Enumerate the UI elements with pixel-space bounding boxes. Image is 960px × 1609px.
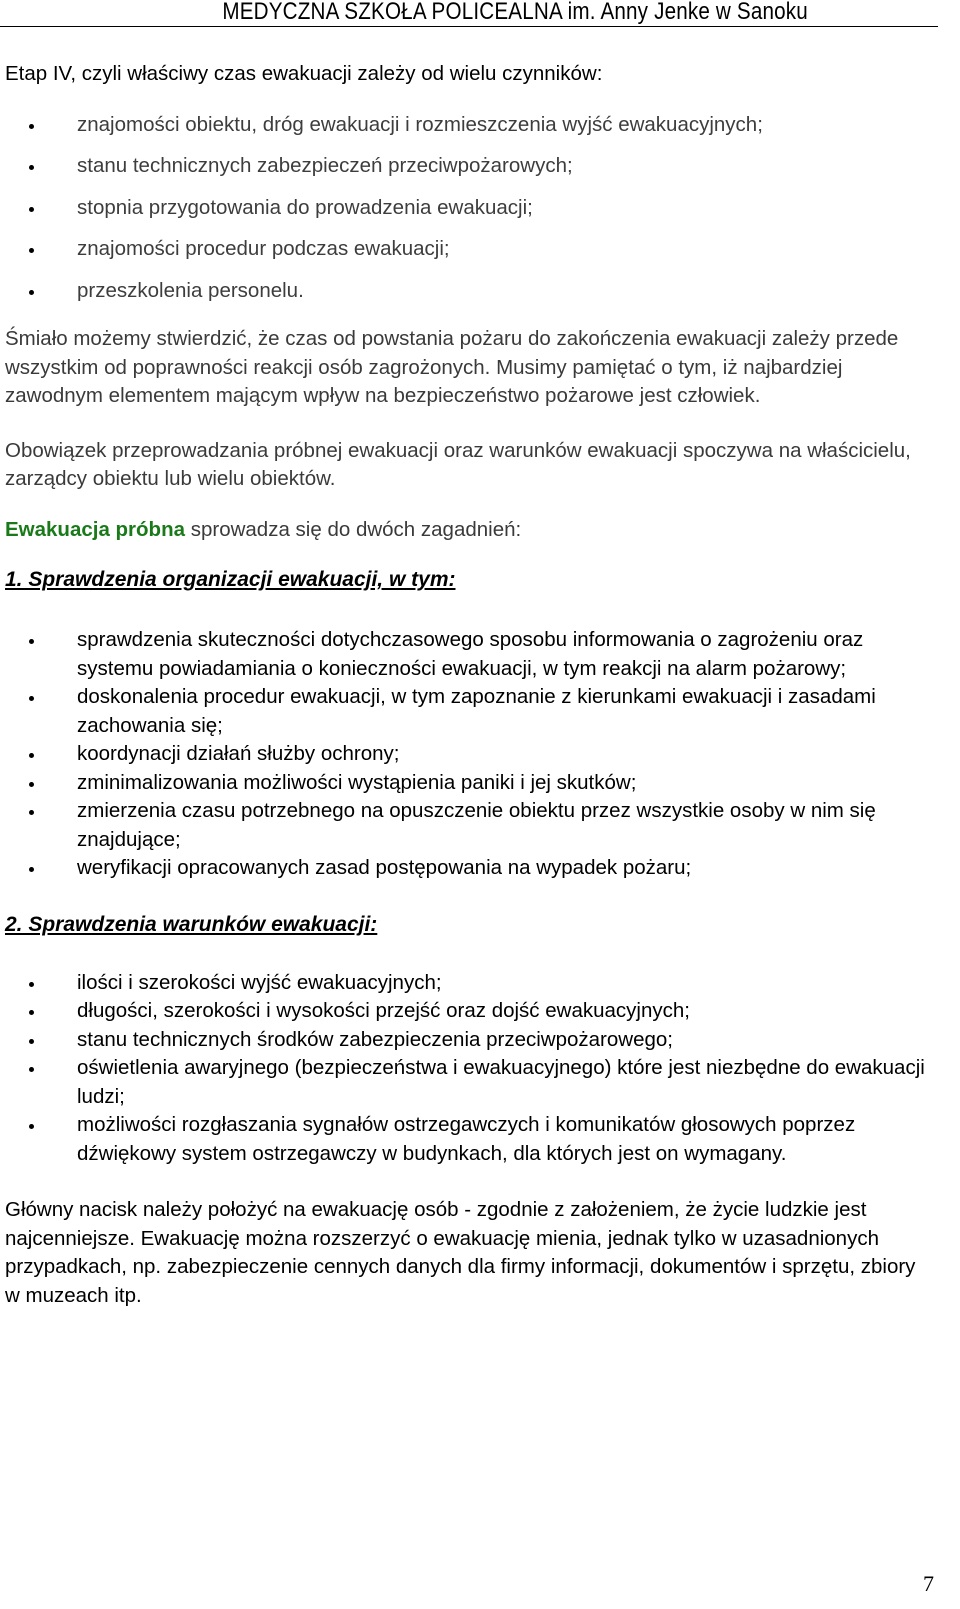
document-body (5, 60, 930, 1310)
bullet-icon (29, 753, 34, 758)
paragraph-trial-evacuation: Ewakuacja próbna sprowadza się do dwóch zagadnień: (5, 517, 522, 541)
list-item: koordynacji działań służby ochrony; (5, 740, 930, 769)
paragraph-reaction: Śmiało możemy stwierdzić, że czas od powstania pożaru do zakończenia ewakuacji zależy przede wszystkim od poprawności reakcji osób zagrożonych. Musimy pamiętać o tym, iż najbardziej zawodnym elementem mającym wpływ na bezpieczeństwo pożarowe jest człowiek. (5, 327, 899, 407)
bullet-icon (29, 290, 34, 295)
section-1-list (5, 626, 930, 883)
bullet-icon (29, 1039, 34, 1044)
section-2-heading: 2. Sprawdzenia warunków ewakuacji: (5, 912, 378, 936)
list-item: stanu technicznych zabezpieczeń przeciwpożarowych; (5, 152, 930, 181)
header-title: MEDYCZNA SZKOŁA POLICEALNA im. Anny Jenke w Sanoku (222, 0, 808, 25)
list-item: zminimalizowania możliwości wystąpienia paniki i jej skutków; (5, 769, 930, 798)
bullet-icon (29, 124, 34, 129)
bullet-icon (29, 639, 34, 644)
bullet-icon (29, 165, 34, 170)
list-item: znajomości obiektu, dróg ewakuacji i rozmieszczenia wyjść ewakuacyjnych; (5, 111, 930, 140)
list-item: ilości i szerokości wyjść ewakuacyjnych; (5, 969, 930, 998)
paragraph-priority: Główny nacisk należy położyć na ewakuację osób - zgodnie z założeniem, że życie ludzkie jest najcenniejsze. Ewakuację można rozszerzyć o ewakuację mienia, jednak tylko w uzasadnionych przypadkach, np. zabezpieczenie cennych danych dla firmy informacji, dokumentów i sprzętu, zbiory w muzeach itp. (5, 1198, 916, 1307)
bullet-icon (29, 207, 34, 212)
section-2-list (5, 969, 930, 1169)
intro-paragraph: Etap IV, czyli właściwy czas ewakuacji zależy od wielu czynników: (5, 62, 603, 85)
section-1-heading: 1. Sprawdzenia organizacji ewakuacji, w tym: (5, 568, 456, 591)
bullet-icon (29, 1067, 34, 1072)
bullet-icon (29, 1010, 34, 1015)
bullet-icon (29, 982, 34, 987)
bullet-icon (29, 867, 34, 872)
bullet-icon (29, 696, 34, 701)
list-item: przeszkolenia personelu. (5, 277, 930, 306)
list-item: długości, szerokości i wysokości przejść oraz dojść ewakuacyjnych; (5, 997, 930, 1026)
list-item: znajomości procedur podczas ewakuacji; (5, 235, 930, 264)
bullet-icon (29, 248, 34, 253)
list-item: możliwości rozgłaszania sygnałów ostrzegawczych i komunikatów głosowych poprzez dźwiękowy system ostrzegawczy w budynkach, dla których jest on wymagany. (5, 1111, 930, 1168)
list-item: stopnia przygotowania do prowadzenia ewakuacji; (5, 194, 930, 223)
list-item: stanu technicznych środków zabezpieczenia przeciwpożarowego; (5, 1026, 930, 1055)
bullet-icon (29, 782, 34, 787)
page-header (0, 0, 938, 27)
bullet-icon (29, 1124, 34, 1129)
page-number: 7 (923, 1571, 934, 1596)
highlight-term: Ewakuacja próbna (5, 517, 186, 541)
list-item: oświetlenia awaryjnego (bezpieczeństwa i ewakuacyjnego) które jest niezbędne do ewakuacji ludzi; (5, 1054, 930, 1111)
factors-list (5, 111, 930, 306)
list-item: sprawdzenia skuteczności dotychczasowego sposobu informowania o zagrożeniu oraz systemu powiadamiania o konieczności ewakuacji, w tym reakcji na alarm pożarowy; (5, 626, 930, 683)
paragraph-obligation: Obowiązek przeprowadzania próbnej ewakuacji oraz warunków ewakuacji spoczywa na właścicielu, zarządcy obiektu lub wielu obiektów. (5, 438, 911, 490)
list-item: weryfikacji opracowanych zasad postępowania na wypadek pożaru; (5, 854, 930, 883)
bullet-icon (29, 810, 34, 815)
list-item: zmierzenia czasu potrzebnego na opuszczenie obiektu przez wszystkie osoby w nim się znajdujące; (5, 797, 930, 854)
list-item: doskonalenia procedur ewakuacji, w tym zapoznanie z kierunkami ewakuacji i zasadami zachowania się; (5, 683, 930, 740)
